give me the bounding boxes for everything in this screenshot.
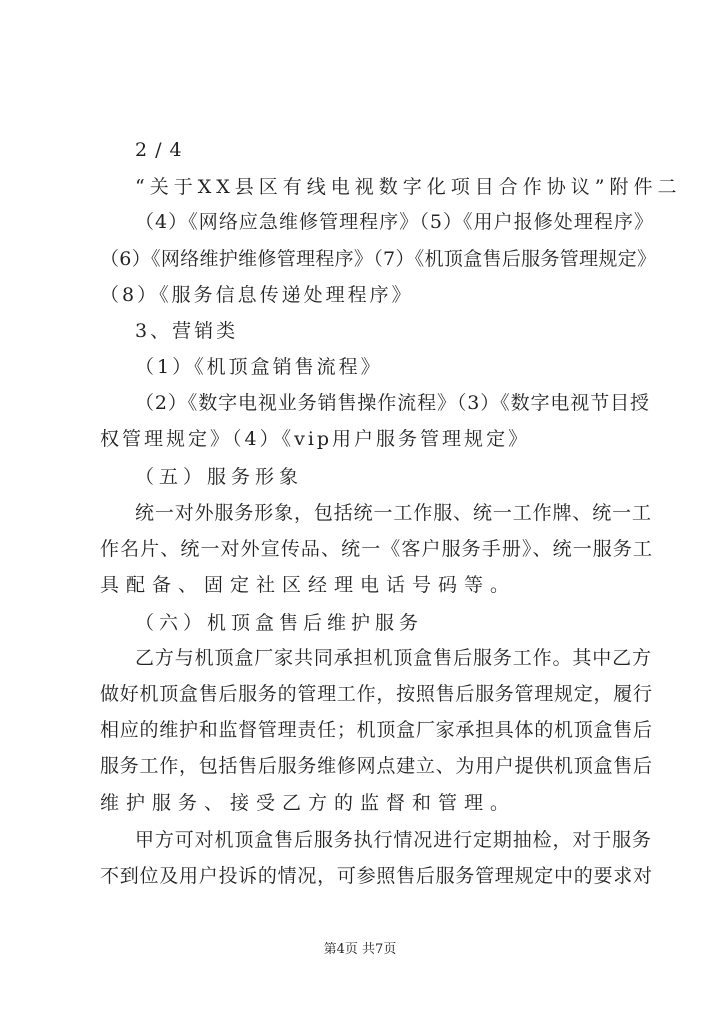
text-line: （8）《服务信息传递处理程序》 bbox=[100, 284, 414, 306]
text-line: 统一对外服务形象，包括统一工作服、统一工作牌、统一工 bbox=[135, 502, 651, 524]
section-heading: 3、营销类 bbox=[135, 320, 239, 342]
text-line: 具配备、固定社区经理电话号码等。 bbox=[100, 574, 517, 596]
text-line: 维护服务、接受乙方的监督和管理。 bbox=[100, 792, 517, 814]
text-line: 不到位及用户投诉的情况，可参照售后服务管理规定中的要求对 bbox=[100, 865, 652, 887]
section-heading: （五）服务形象 bbox=[135, 466, 304, 488]
text-line: 甲方可对机顶盒售后服务执行情况进行定期抽检，对于服务 bbox=[135, 829, 651, 851]
attachment-title: “关于XX县区有线电视数字化项目合作协议”附件二 bbox=[135, 176, 682, 198]
page-fraction: 2/4 bbox=[135, 139, 190, 161]
text-line: （4）《网络应急维修管理程序》（5）《用户报修处理程序》 bbox=[135, 211, 653, 233]
page-footer: 第4页 共7页 bbox=[323, 942, 397, 957]
text-line: 服务工作，包括售后服务维修网点建立、为用户提供机顶盒售后 bbox=[100, 755, 652, 777]
text-line: （1）《机顶盒销售流程》 bbox=[135, 356, 383, 378]
text-line: （2）《数字电视业务销售操作流程》（3）《数字电视节目授 bbox=[135, 392, 649, 414]
text-line: 相应的维护和监督管理责任；机顶盒厂家承担具体的机顶盒售后 bbox=[100, 719, 652, 741]
text-line: 权管理规定》（4）《vip用户服务管理规定》 bbox=[100, 428, 531, 450]
text-line: 作名片、统一对外宣传品、统一《客户服务手册》、统一服务工 bbox=[100, 538, 652, 560]
text-line: 乙方与机顶盒厂家共同承担机顶盒售后服务工作。其中乙方 bbox=[135, 647, 651, 669]
text-line: （6）《网络维护维修管理程序》（7）《机顶盒售后服务管理规定》 bbox=[100, 248, 656, 270]
text-line: 做好机顶盒售后服务的管理工作，按照售后服务管理规定，履行 bbox=[100, 683, 652, 705]
section-heading: （六）机顶盒售后维护服务 bbox=[135, 612, 424, 634]
